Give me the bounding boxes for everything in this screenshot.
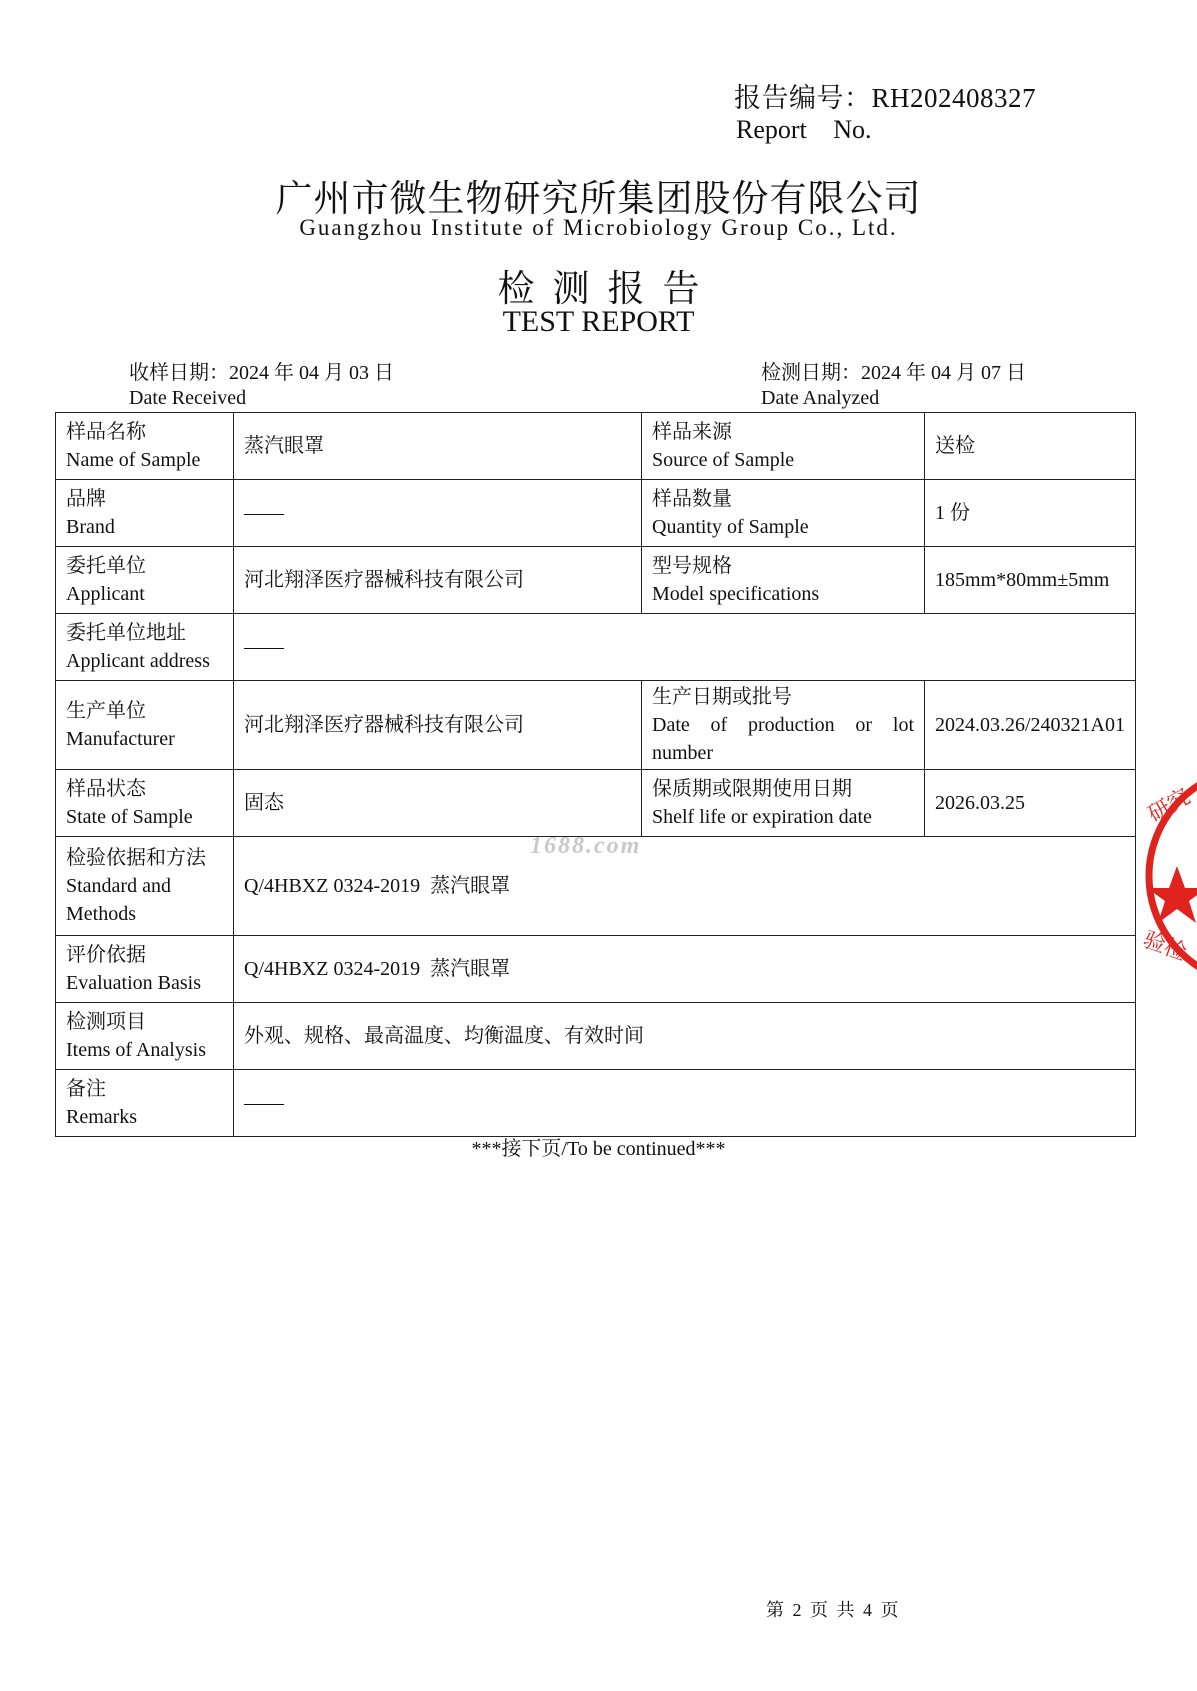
watermark: 1688.com — [530, 833, 642, 859]
company-name-zh: 广州市微生物研究所集团股份有限公司 — [275, 179, 922, 220]
table-row — [56, 480, 1136, 547]
standard-label: 检验依据和方法 Standard and Methods — [56, 837, 234, 936]
sample-info-table — [55, 412, 1136, 1137]
items-label: 检测项目 Items of Analysis — [56, 1003, 234, 1070]
date-analyzed-en: Date Analyzed — [761, 387, 880, 409]
report-title-en: TEST REPORT — [502, 305, 695, 338]
remarks-value: —— — [234, 1070, 1136, 1137]
table-row — [56, 681, 1136, 770]
shelf-life-label: 保质期或限期使用日期 Shelf life or expiration date — [642, 770, 925, 837]
model-label: 型号规格 Model specifications — [642, 547, 925, 614]
standard-value: Q/4HBXZ 0324-2019 蒸汽眼罩 — [234, 837, 1136, 936]
quantity-label: 样品数量 Quantity of Sample — [642, 480, 925, 547]
applicant-address-label: 委托单位地址 Applicant address — [56, 614, 234, 681]
date-received-zh: 收样日期：2024 年 04 月 03 日 — [129, 362, 394, 384]
shelf-life-value: 2026.03.25 — [925, 770, 1136, 837]
official-seal — [1137, 756, 1197, 996]
table-row — [56, 1070, 1136, 1137]
report-number-label: 报告编号： — [734, 83, 872, 113]
date-analyzed-zh: 检测日期：2024 年 04 月 07 日 — [761, 362, 1026, 384]
sample-source-value: 送检 — [925, 413, 1136, 480]
applicant-label: 委托单位 Applicant — [56, 547, 234, 614]
applicant-value: 河北翔泽医疗器械科技有限公司 — [234, 547, 642, 614]
sample-source-label: 样品来源 Source of Sample — [642, 413, 925, 480]
sample-state-value: 固态 — [234, 770, 642, 837]
company-name-en: Guangzhou Institute of Microbiology Group Co., Ltd. — [299, 215, 898, 240]
remarks-label: 备注 Remarks — [56, 1070, 234, 1137]
sample-name-label: 样品名称 Name of Sample — [56, 413, 234, 480]
table-row — [56, 1003, 1136, 1070]
sample-name-value: 蒸汽眼罩 — [234, 413, 642, 480]
applicant-address-value: —— — [234, 614, 1136, 681]
evaluation-label: 评价依据 Evaluation Basis — [56, 936, 234, 1003]
table-row — [56, 413, 1136, 480]
production-date-label: 生产日期或批号 Date of production or lot number — [642, 681, 925, 770]
date-received — [129, 361, 394, 411]
production-date-value: 2024.03.26/240321A01 — [925, 681, 1136, 770]
date-analyzed — [761, 361, 1026, 411]
report-number-value: RH202408327 — [871, 83, 1037, 113]
manufacturer-value: 河北翔泽医疗器械科技有限公司 — [234, 681, 642, 770]
table-row — [56, 936, 1136, 1003]
seal-stamp-icon — [1137, 756, 1197, 996]
brand-label: 品牌 Brand — [56, 480, 234, 547]
items-value: 外观、规格、最高温度、均衡温度、有效时间 — [234, 1003, 1136, 1070]
sample-state-label: 样品状态 State of Sample — [56, 770, 234, 837]
report-number-en-label: Report No. — [736, 115, 872, 144]
date-received-en: Date Received — [129, 387, 247, 409]
quantity-value: 1 份 — [925, 480, 1136, 547]
page-number: 第 2 页 共 4 页 — [766, 1600, 899, 1620]
table-row — [56, 614, 1136, 681]
brand-value: —— — [234, 480, 642, 547]
report-title-zh: 检测报告 — [497, 269, 718, 310]
table-row — [56, 547, 1136, 614]
report-number — [734, 76, 1036, 115]
svg-text:研究: 研究 — [1144, 784, 1195, 829]
model-value: 185mm*80mm±5mm — [925, 547, 1136, 614]
svg-text:验检: 验检 — [1139, 927, 1190, 967]
continued-note: ***接下页/To be continued*** — [471, 1138, 726, 1160]
table-row — [56, 770, 1136, 837]
manufacturer-label: 生产单位 Manufacturer — [56, 681, 234, 770]
evaluation-value: Q/4HBXZ 0324-2019 蒸汽眼罩 — [234, 936, 1136, 1003]
